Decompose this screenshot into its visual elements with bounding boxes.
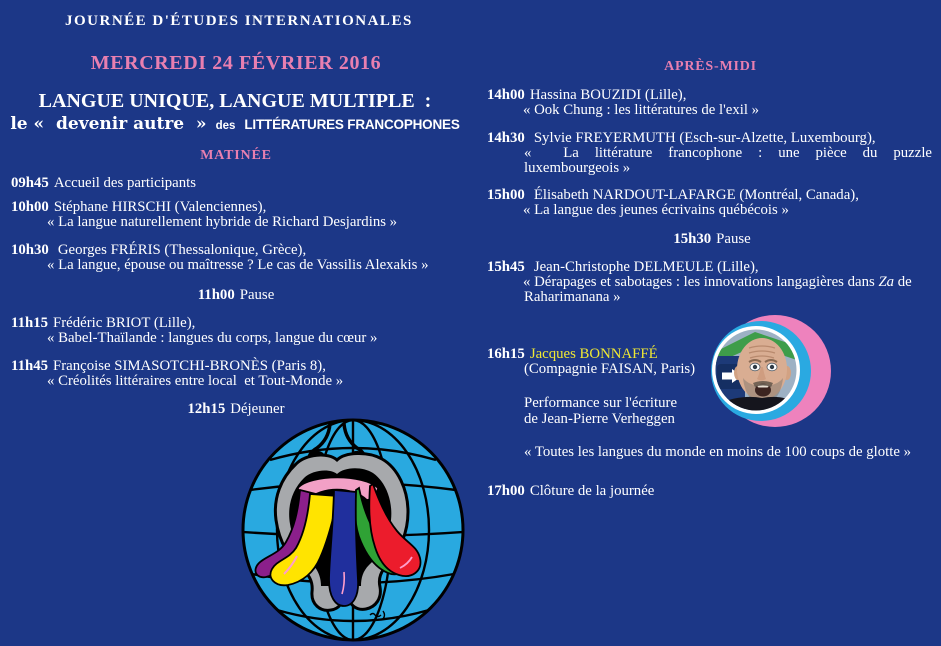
event-speaker-line (11, 200, 463, 215)
subtitle-devenir-autre: le « devenir autre » (10, 114, 207, 134)
event-text: Pause (239, 287, 275, 303)
event-time: 09h45 (11, 175, 49, 191)
globe-tongues-illustration (240, 416, 466, 646)
poster-subtitle-line1: LANGUE UNIQUE, LANGUE MULTIPLE : (38, 90, 432, 112)
event-affiliation: (Compagnie FAISAN, Paris) (524, 361, 696, 378)
event-quote-line1 (523, 275, 937, 290)
event-speaker-line (11, 316, 463, 331)
event-quote-line1: « La littérature francophone : une pièce du puzzle (524, 145, 932, 162)
event-description-line2: de Jean-Pierre Verheggen (524, 410, 675, 427)
event-speaker-line (487, 260, 937, 275)
event-speaker-line (11, 359, 463, 374)
event-date: MERCREDI 24 FÉVRIER 2016 (90, 52, 382, 74)
event-15h30-pause (487, 232, 937, 247)
event-10h00 (11, 200, 463, 230)
event-quote: « Babel-Thaïlande : langues du corps, langue du cœur » (47, 330, 378, 347)
event-quote: « Ook Chung : les littératures de l'exil » (523, 102, 760, 119)
event-speaker: Frédéric BRIOT (Lille), (53, 315, 196, 331)
event-speaker: Jean-Christophe DELMEULE (Lille), (533, 259, 759, 275)
section-header-matinee: MATINÉE (200, 148, 272, 163)
event-speaker-name: Jacques BONNAFFÉ (529, 346, 658, 362)
subtitle-des: des (215, 120, 236, 132)
event-quote: « La langue naturellement hybride de Richard Desjardins » (47, 214, 398, 231)
event-speaker: Élisabeth NARDOUT-LAFARGE (Montréal, Canada), (533, 187, 859, 203)
event-speaker-line (487, 188, 937, 203)
event-speaker: Sylvie FREYERMUTH (Esch-sur-Alzette, Luxembourg), (533, 130, 876, 146)
event-time: 10h00 (11, 199, 49, 215)
event-quote: « La langue des jeunes écrivains québécois » (523, 202, 789, 219)
event-text: Déjeuner (230, 401, 285, 417)
event-quote: « Toutes les langues du monde en moins de 100 coups de glotte » (524, 443, 912, 460)
event-11h15 (11, 316, 463, 346)
event-time: 15h00 (487, 187, 525, 203)
event-text: Accueil des participants (53, 175, 196, 191)
quote-text: « Dérapages et sabotages : les innovations langagières dans (523, 274, 879, 291)
event-text: Pause (716, 231, 751, 247)
event-speaker: Hassina BOUZIDI (Lille), (529, 87, 687, 103)
event-quote-line2: Raharimanana » (524, 289, 621, 306)
event-speaker-line (487, 131, 937, 146)
quote-book-title: Za (878, 274, 895, 291)
speaker-photo (705, 312, 841, 434)
event-time: 11h00 (197, 287, 235, 303)
event-speaker: Stéphane HIRSCHI (Valenciennes), (53, 199, 267, 215)
poster-title: JOURNÉE D'ÉTUDES INTERNATIONALES (65, 13, 413, 29)
event-14h30 (487, 131, 937, 177)
event-11h00-pause (10, 288, 462, 303)
event-09h45 (11, 176, 463, 191)
event-15h00 (487, 188, 937, 218)
event-speaker-line (487, 88, 937, 103)
event-quote-line2: luxembourgeois » (524, 160, 631, 177)
event-17h00 (487, 484, 937, 499)
event-speaker-line (11, 243, 463, 258)
event-speaker: Françoise SIMASOTCHI-BRONÈS (Paris 8), (53, 358, 326, 374)
event-time: 14h00 (487, 87, 525, 103)
event-description-line1: Performance sur l'écriture (524, 395, 678, 412)
event-11h45 (11, 359, 463, 389)
event-time: 15h30 (673, 231, 712, 247)
subtitle-litteratures-francophones: LITTÉRATURES FRANCOPHONES (244, 117, 460, 132)
event-time: 17h00 (487, 483, 525, 499)
quote-text: de (894, 274, 912, 291)
event-time: 10h30 (11, 242, 49, 258)
event-time: 15h45 (487, 259, 525, 275)
event-14h00 (487, 88, 937, 118)
event-time: 12h15 (187, 401, 226, 417)
event-quote: « Créolités littéraires entre local et Tout-Monde » (47, 373, 344, 390)
event-10h30 (11, 243, 463, 273)
event-15h45 (487, 260, 937, 306)
event-time: 11h45 (11, 358, 49, 374)
event-12h15-dejeuner (10, 402, 462, 417)
event-time: 11h15 (11, 315, 49, 331)
event-time: 14h30 (487, 130, 525, 146)
event-text: Clôture de la journée (529, 483, 655, 499)
event-time: 16h15 (487, 346, 525, 362)
event-quote: « La langue, épouse ou maîtresse ? Le cas de Vassilis Alexakis » (47, 257, 429, 274)
section-header-apres-midi: APRÈS-MIDI (664, 59, 757, 74)
poster-subtitle-line2 (5, 114, 465, 134)
event-speaker: Georges FRÉRIS (Thessalonique, Grèce), (57, 242, 307, 258)
